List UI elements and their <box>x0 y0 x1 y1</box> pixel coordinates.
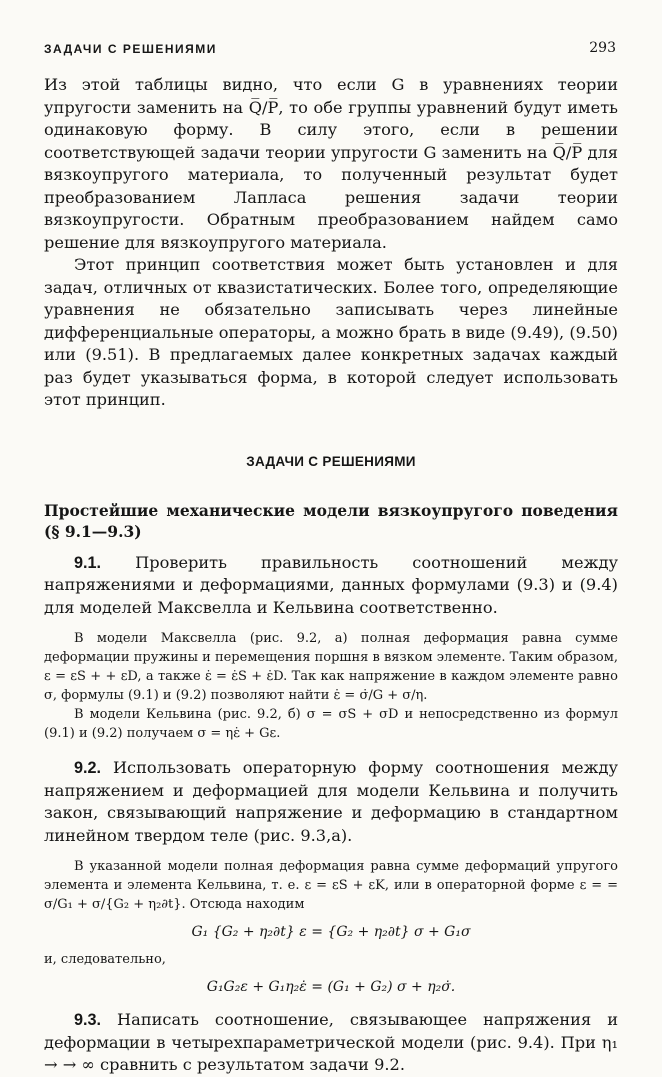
solution-9-2: В указанной модели полная деформация равна сумме деформаций упругого элемента и элемента Кельвина, т. е. ε = εS + εK, или в операторной форме ε = = σ/G₁ + σ/{G₂ + η₂∂t}. Отсюда находим <box>44 859 618 912</box>
paragraph-principle-extension: Этот принцип соответствия может быть установлен и для задач, отличных от квазистатических. Более того, определяющие уравнения не обязательно записывать через линейные дифференциальные операторы, а можно брать в виде (9.49), (9.50) или (9.51). В предлагаемых далее конкретных задачах каждый раз будет указываться форма, в которой следует использовать этот принцип. <box>44 255 618 409</box>
paragraph-correspondence-principle: Из этой таблицы видно, что если G в уравнениях теории упругости заменить на Q̅/P̅, то обе группы уравнений будут иметь одинаковую форму. В силу этого, если в решении соответствующей задачи теории упругости G заменить на Q̅/P̅ для вязкоупругого материала, то полученный результат будет преобразованием Лапласа решения задачи теории вязкоупругости. Обратным преобразованием найдем само решение для вязкоупругого материала. <box>44 75 618 252</box>
page-body <box>44 74 618 1077</box>
running-head: ЗАДАЧИ С РЕШЕНИЯМИ <box>44 42 217 56</box>
problem-statement: Проверить правильность соотношений между напряжениями и деформациями, данных формулами (9.3) и (9.4) для моделей Максвелла и Кельвина соответственно. <box>44 552 618 617</box>
problem-number: 9.1. <box>74 553 102 572</box>
problem-number: 9.2. <box>74 759 102 777</box>
formula-standard-linear-solid: G₁G₂ε + G₁η₂ε̇ = (G₁ + G₂) σ + η₂σ̇. <box>206 979 456 995</box>
problem-statement: Написать соотношение, связывающее напряжения и деформации в четырехпараметрической модели (рис. 9.4). При η₁ → → ∞ сравнить с результатом задачи 9.2. <box>44 1010 618 1074</box>
problem-9-1 <box>44 552 618 620</box>
subsection-heading: Простейшие механические модели вязкоупругого поведения (§ 9.1—9.3) <box>44 500 618 541</box>
formula-operator-form: G₁ {G₂ + η₂∂t} ε = {G₂ + η₂∂t} σ + G₁σ <box>191 924 471 940</box>
solution-9-1-kelvin: В модели Кельвина (рис. 9.2, б) σ = σS + σD и непосредственно из формул (9.1) и (9.2) получаем σ = ηε̇ + Gε. <box>44 707 618 741</box>
page-number: 293 <box>589 40 616 56</box>
solution-9-1-maxwell: В модели Максвелла (рис. 9.2, а) полная деформация равна сумме деформации пружины и перемещения поршня в вязком элементе. Таким образом, ε = εS + + εD, а также ε̇ = ε̇S + ε̇D. Так как напряжение в каждом элементе равно σ, формулы (9.1) и (9.2) позволяют найти ε̇ = σ̇/G + σ/η. <box>44 631 618 703</box>
problem-number: 9.3. <box>74 1011 102 1029</box>
section-title: ЗАДАЧИ С РЕШЕНИЯМИ <box>246 453 416 469</box>
problem-9-2 <box>44 757 618 847</box>
problem-9-3 <box>44 1009 618 1077</box>
problem-statement: Использовать операторную форму соотношения между напряжением и деформацией для модели Кельвина и получить закон, связывающий напряжение и деформацию в стандартном линейном твердом теле (рис. 9.3,а). <box>44 758 619 845</box>
formula-connector: и, следовательно, <box>44 952 166 967</box>
